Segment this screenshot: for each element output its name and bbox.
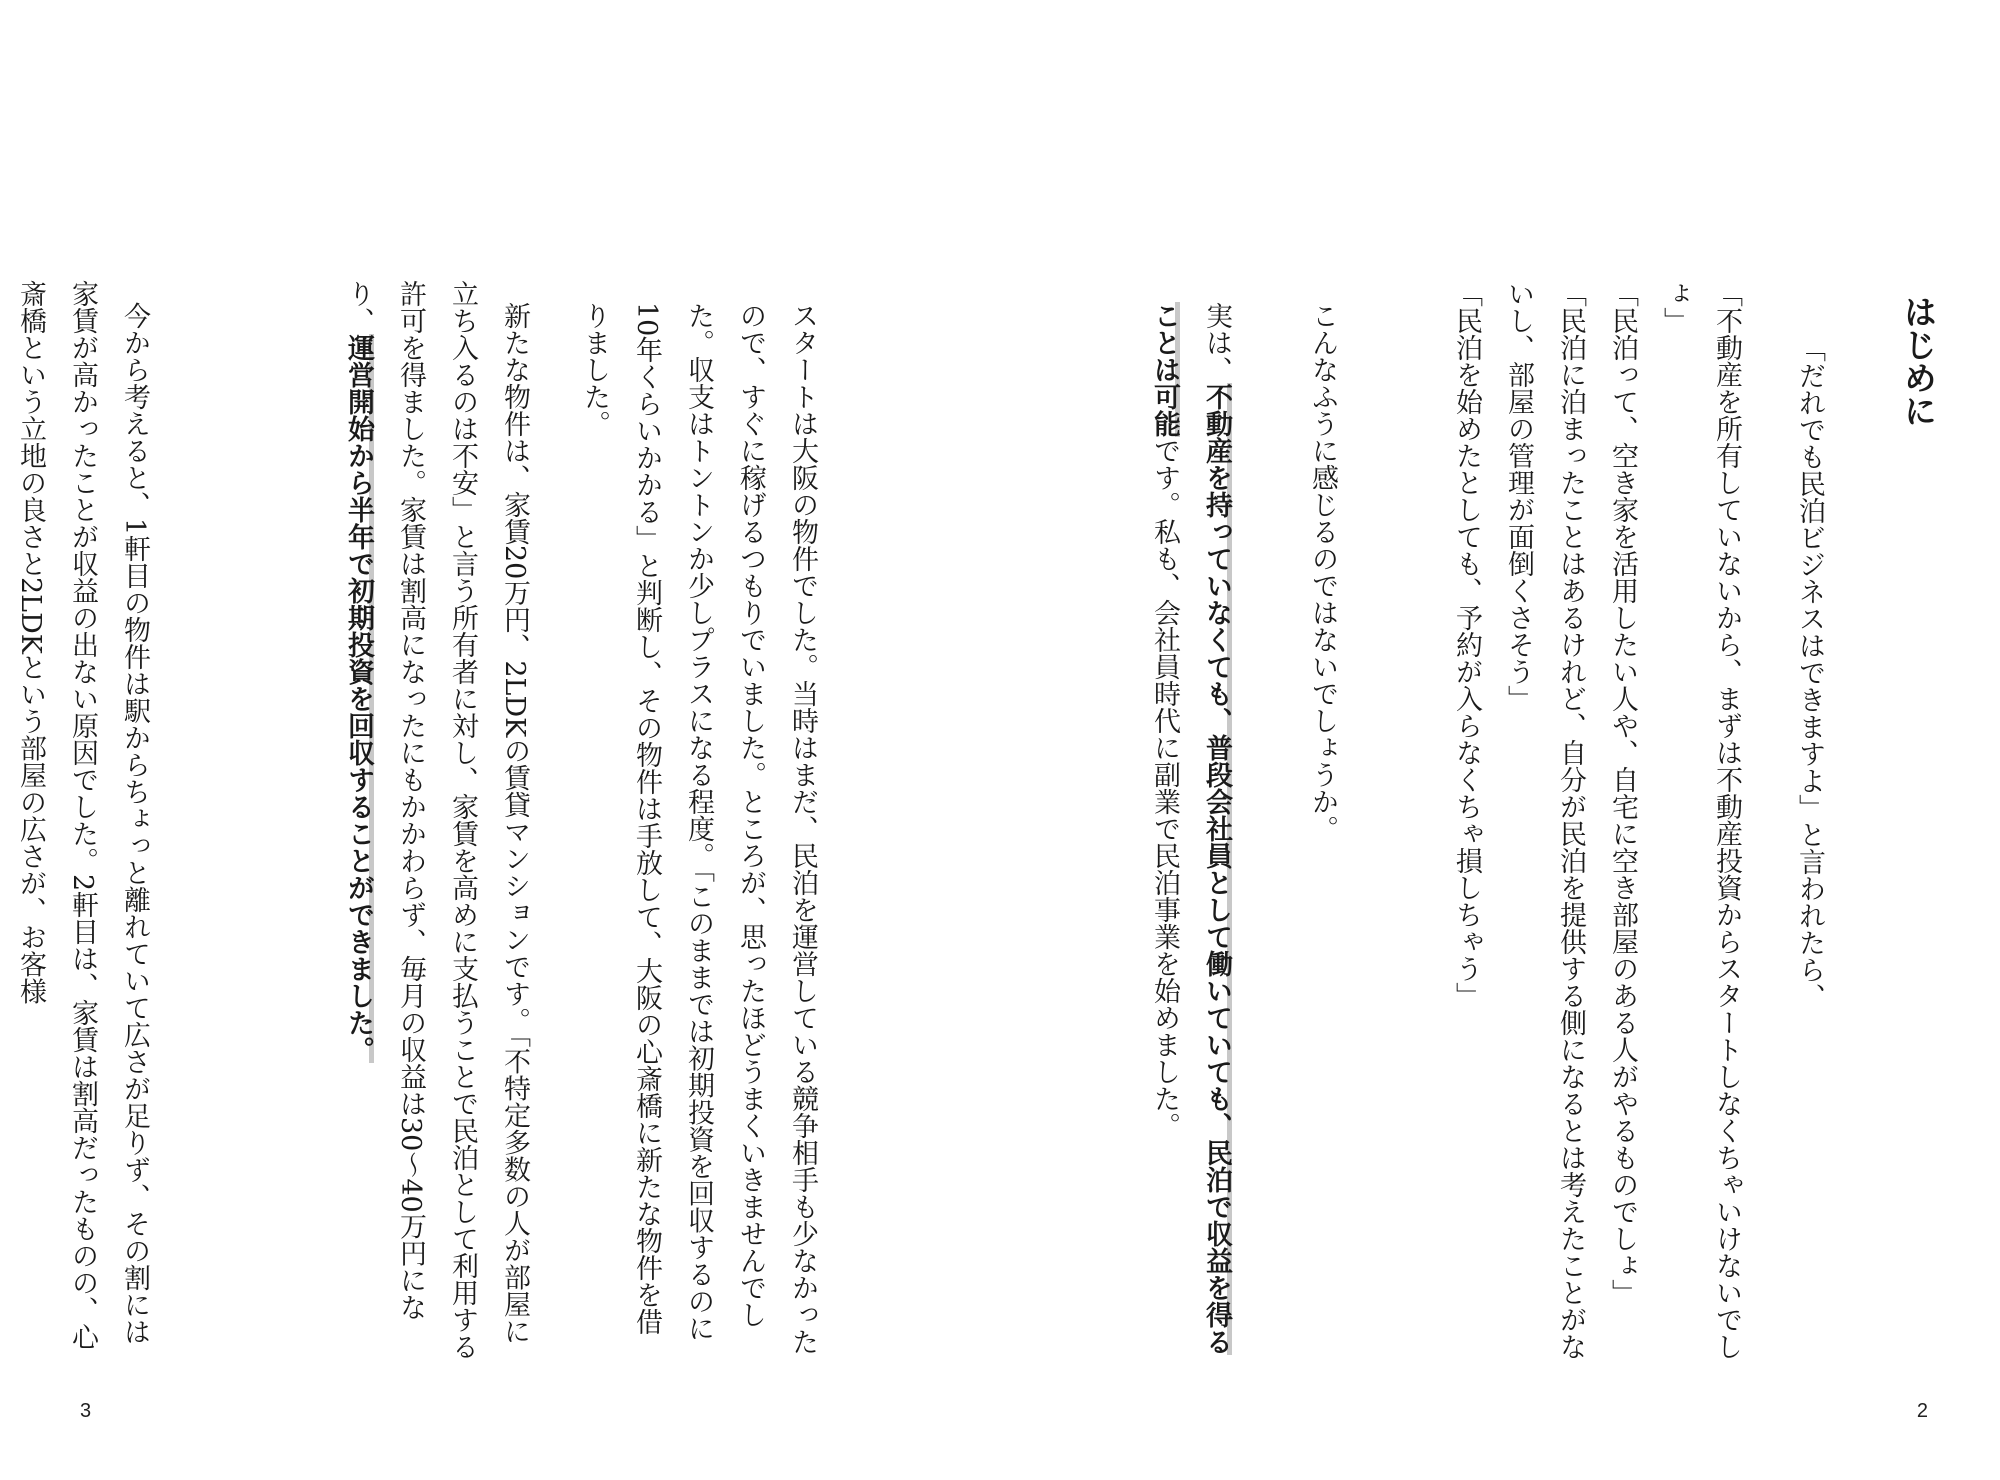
page-number-right: 2: [1916, 1400, 1928, 1422]
paragraph-9: [280, 280, 540, 1370]
right-page: [1000, 0, 2000, 1480]
paragraph-4: 「民泊に泊まったことはあるけれど、自分が民泊を提供する側になるとは考えたことがないし、部屋の管理が面倒くさそう」: [1503, 280, 1586, 1360]
paragraph-5: 「民泊を始めたとしても、予約が入らなくちゃ損しちゃう」: [1451, 280, 1482, 1009]
paragraph-6: こんなふうに感じるのではないでしょうか。: [1307, 302, 1338, 842]
paragraph-2: 「不動産を所有していないから、まずは不動産投資からスタートしなくちゃいけないでしょ」: [1659, 280, 1742, 1360]
p9-pre: 新たな物件は、家賃20万円、2LDKの賃貸マンションです。「不特定多数の人が部屋に立ち入るのは不安」と言う所有者に対し、家賃を高めに支払うことで民泊として利用する許可を得ました。家賃は割高になったにもかかわらず、毎月の収益は30～40万円になり、: [343, 280, 530, 1360]
p7-emphasis: 不動産を持っていなくても、普段会社員として働いていても、民泊で収益を得ることは可能: [1149, 302, 1232, 1355]
p7-post: です。私も、会社員時代に副業で民泊事業を始めました。: [1149, 437, 1180, 1139]
paragraph-3: 「民泊って、空き家を活用したい人や、自宅に空き部屋のある人がやるものでしょ」: [1607, 280, 1638, 1306]
p7-pre: 実は、: [1201, 302, 1232, 383]
page-title: はじめに: [1899, 295, 1938, 427]
paragraph-8: スタートは大阪の物件でした。当時はまだ、民泊を運営している競争相手も少なかったので、すぐに稼げるつもりでいました。ところが、思ったほどうまくいきませんでした。収支はトントンか少しプラスになる程度。「このままでは初期投資を回収するのに10年くらいかかる」と判断し、その物件は手放して、大阪の心斎橋に新たな物件を借りました。: [579, 302, 818, 1355]
paragraph-10: 今から考えると、1軒目の物件は駅からちょっと離れていて広さが足りず、その割には家賃が高かったことが収益の出ない原因でした。2軒目は、家賃は割高だったものの、心斎橋という立地の良さと2LDKという部屋の広さが、お客様: [15, 280, 150, 1351]
p9-emphasis: 運営開始から半年で初期投資を回収することができました。: [343, 334, 374, 1063]
page-number-left: 3: [80, 1400, 92, 1422]
paragraph-1: 「だれでも民泊ビジネスはできますよ」と言われたら、: [1794, 335, 1825, 1010]
paragraph-7: [1138, 302, 1242, 1362]
